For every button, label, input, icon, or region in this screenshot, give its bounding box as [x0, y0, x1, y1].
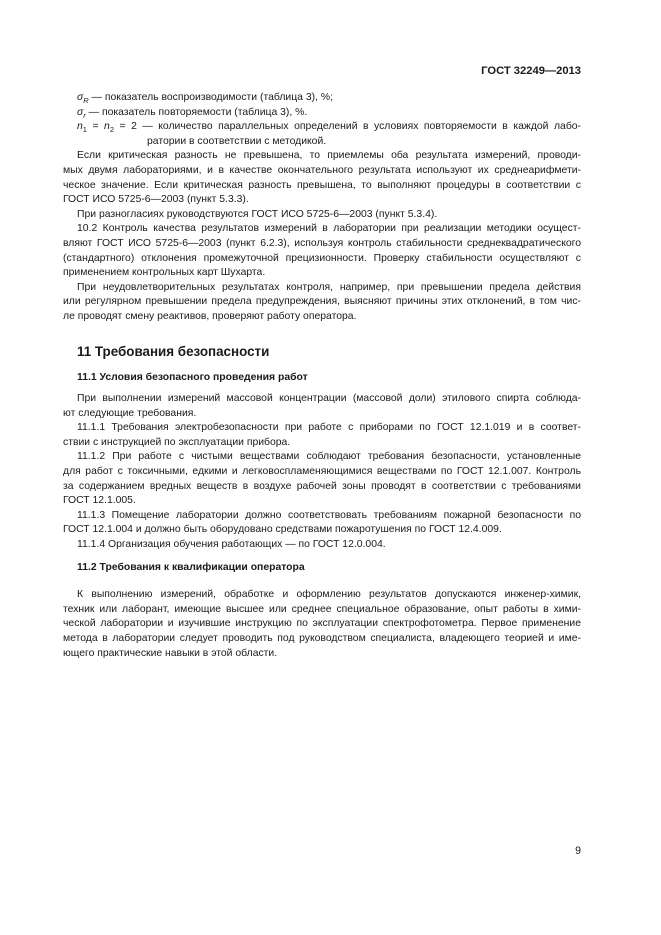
- paragraph-line: вляют ГОСТ ИСО 5725-6—2003 (пункт 6.2.3), используя контроль стабильности среднеквадратического: [63, 237, 581, 249]
- paragraph-line: или регулярном превышении предела предупреждения, выясняют причины этих отклонений, в том чис-: [63, 296, 581, 308]
- section-11-1-heading: 11.1 Условия безопасного проведения работ: [77, 371, 308, 383]
- paragraph-line: ствии с инструкцией по эксплуатации прибора.: [63, 436, 291, 448]
- paragraph-10-2: [63, 222, 581, 280]
- paragraph-line: 10.2 Контроль качества результатов измерений в лаборатории при реализации методики осущест-: [77, 223, 581, 235]
- paragraph-11-1-4: [63, 538, 581, 553]
- document-body: [63, 91, 581, 661]
- paragraph-line: ле проводят смену реактивов, проверяют работу оператора.: [63, 310, 357, 322]
- paragraph-line: ческое значение. Если критическая разность превышена, то выполняют процедуры в соответствии с: [63, 179, 581, 191]
- paragraph-line: Если критическая разность не превышена, то приемлемы оба результата измерений, проводи-: [77, 150, 581, 162]
- paragraph-line: ГОСТ 12.1.004 и должно быть оборудовано средствами пожаротушения по ГОСТ 12.4.009.: [63, 524, 502, 536]
- paragraph-line: ют следующие требования.: [63, 407, 197, 419]
- paragraph-line: При выполнении измерений массовой концентрации (массовой доли) этилового спирта соблюда-: [77, 393, 581, 405]
- paragraph-line: К выполнению измерений, обработке и оформлению результатов допускаются инженер-химик,: [77, 589, 581, 601]
- paragraph-measurement-requirements: [63, 392, 581, 421]
- paragraph-line: за содержанием вредных веществ в воздухе рабочей зоны проводят в соответствии с требованиями: [63, 480, 581, 492]
- definition-sigma-r-repeatability: $\sigma_r$ — показатель повторяемости (таблица 3), %.: [77, 106, 308, 120]
- paragraph-line: мых двумя лабораториями, и в качестве окончательного результата используют их среднеарифмети-: [63, 164, 581, 176]
- section-11-heading: 11 Требования безопасности: [77, 343, 270, 359]
- paragraph-line: ющего практические навыки в этой области.: [63, 647, 278, 659]
- document-id-header: ГОСТ 32249—2013: [481, 65, 581, 77]
- paragraph-line: 11.1.4 Организация обучения работающих — по ГОСТ 12.0.004.: [77, 539, 386, 551]
- paragraph-11-1-2: [63, 450, 581, 508]
- paragraph-line: 11.1.1 Требования электробезопасности при работе с приборами по ГОСТ 12.1.019 и в соответ-: [77, 422, 581, 434]
- paragraph-disagreements: [63, 208, 581, 223]
- paragraph-line: 11.1.2 При работе с чистыми веществами соблюдают требования безопасности, установленные: [77, 451, 581, 463]
- paragraph-line: техник или лаборант, имеющие высшее или среднее специальное образование, опыт работы в хими-: [63, 603, 581, 615]
- paragraph-line: ГОСТ ИСО 5725-6—2003 (пункт 5.3.3).: [63, 194, 249, 206]
- paragraph-critical-difference: [63, 149, 581, 207]
- spacer: [63, 553, 581, 561]
- paragraph-line: для работ с токсичными, едкими и легковоспламеняющимися веществами по ГОСТ 12.1.007. Контроль: [63, 466, 581, 478]
- paragraph-11-1-1: [63, 421, 581, 450]
- definition-sigma-r-reproducibility: $\sigma_R$ — показатель воспроизводимости (таблица 3), %;: [77, 92, 333, 106]
- paragraph-unsatisfactory-results: [63, 281, 581, 325]
- page-number: 9: [575, 845, 581, 857]
- section-11-2-heading: 11.2 Требования к квалификации оператора: [77, 561, 305, 573]
- paragraph-line: применением контрольных карт Шухарта.: [63, 267, 266, 279]
- paragraph-line: ГОСТ 12.1.005.: [63, 495, 136, 507]
- paragraph-line: (стандартного) отклонения промежуточной прецизионности. Проверку стабильности осуществляют с: [63, 252, 581, 264]
- paragraph-line: метода в лаборатории следует проводить под руководством специалиста, владеющего теорией и име-: [63, 633, 581, 644]
- paragraph-11-1-3: [63, 509, 581, 538]
- definition-n-line1: $n_1 = n_2 = 2$ — количество параллельных определений в условиях повторяемости в каждой лабо-: [77, 121, 581, 135]
- definition-n-line2: ратории в соответствии с методикой.: [147, 135, 327, 147]
- paragraph-line: 11.1.3 Помещение лаборатории должно соответствовать требованиям пожарной безопасности по: [77, 509, 581, 521]
- paragraph-operator-qualification: [63, 588, 581, 661]
- paragraph-line: При разногласиях руководствуются ГОСТ ИСО 5725-6—2003 (пункт 5.3.4).: [77, 208, 438, 220]
- paragraph-line: ческой лаборатории и изучившие инструкцию по эксплуатации спектрофотометра. Первое применение: [63, 618, 581, 630]
- paragraph-line: При неудовлетворительных результатах контроля, например, при превышении предела действия: [77, 281, 581, 293]
